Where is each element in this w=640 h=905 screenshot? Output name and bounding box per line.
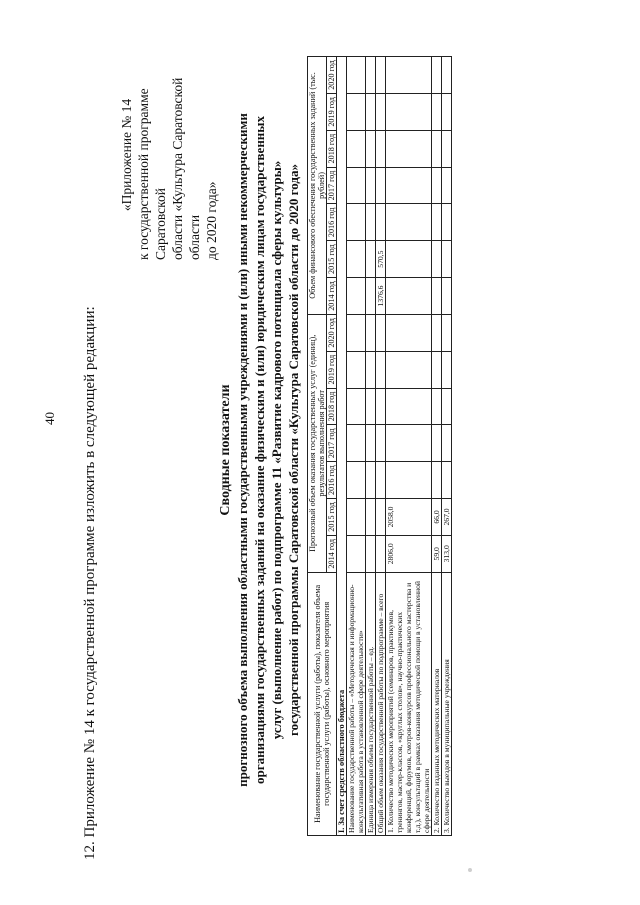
column-header-name: Наименование государственной услуги (работы), показателя объема государственной услуги (работы), основного мероприятия: [308, 572, 337, 835]
finance-cell: 570,5: [376, 241, 386, 278]
title-line: государственной программы Саратовской области «Культура Саратовской области до 2020 года»: [286, 164, 301, 736]
finance-cell: [442, 130, 452, 167]
volume-cell: [366, 535, 376, 572]
volume-cell: [366, 425, 376, 462]
finance-cell: [386, 241, 432, 278]
year-header: 2019 год: [327, 351, 337, 388]
title-line: услуг (выполнение работ) по подпрограмме 11 «Развитие кадрового потенциала сферы культуры»: [269, 160, 284, 740]
intro-text: 12. Приложение № 14 к государственной программе изложить в следующей редакции:: [82, 306, 98, 860]
finance-cell: [442, 57, 452, 94]
table-row: [376, 57, 386, 836]
volume-cell: [386, 425, 432, 462]
document-title: [217, 60, 302, 840]
volume-cell: [432, 351, 442, 388]
table-row: [347, 57, 366, 836]
volume-cell: [442, 351, 452, 388]
finance-cell: [347, 130, 366, 167]
rotated-page-content: [82, 40, 640, 860]
finance-cell: [442, 241, 452, 278]
volume-cell: [432, 388, 442, 425]
year-header: 2017 год: [327, 425, 337, 462]
volume-cell: [432, 314, 442, 351]
volume-cell: [347, 425, 366, 462]
volume-cell: [366, 499, 376, 536]
year-header: 2019 год: [327, 93, 337, 130]
finance-cell: [366, 93, 376, 130]
volume-cell: 2806,0: [386, 535, 432, 572]
page-number: 40: [42, 412, 57, 425]
row-name: Общий объем оказания государственной работы по подпрограмме – всего: [376, 572, 386, 835]
indicators-table: [307, 56, 452, 836]
year-header: 2020 год: [327, 314, 337, 351]
year-header: 2018 год: [327, 388, 337, 425]
volume-cell: [347, 314, 366, 351]
finance-cell: [347, 167, 366, 204]
finance-cell: [432, 130, 442, 167]
finance-cell: [347, 93, 366, 130]
finance-cell: [386, 57, 432, 94]
volume-cell: [442, 462, 452, 499]
finance-cell: [347, 204, 366, 241]
volume-cell: [366, 351, 376, 388]
year-header: 2015 год: [327, 241, 337, 278]
year-header: 2020 год: [327, 57, 337, 94]
finance-cell: [366, 278, 376, 315]
finance-cell: [347, 278, 366, 315]
finance-cell: [347, 57, 366, 94]
row-name: 2. Количество изданных методических материалов: [432, 572, 442, 835]
volume-cell: 313,0: [442, 535, 452, 572]
volume-cell: [376, 314, 386, 351]
volume-cell: 2058,0: [386, 499, 432, 536]
table-row: [432, 57, 442, 836]
finance-cell: [376, 204, 386, 241]
finance-cell: [376, 57, 386, 94]
title-line: прогнозного объема выполнения областными государственными учреждениями и (или) иными некоммерческими: [235, 113, 250, 787]
row-name: 1. Количество методических мероприятий (семинаров, практикумов, тренингов, мастер-классов, «круглых столов», научно-практических конференций, форумов, смотров-конкурсов профессионального мастерства и т.д.), консультаций в рамках оказания методической помощи в установленной сфере деятельности: [386, 572, 432, 835]
volume-cell: [442, 425, 452, 462]
volume-cell: [376, 351, 386, 388]
year-header: 2016 год: [327, 462, 337, 499]
volume-cell: [376, 535, 386, 572]
finance-cell: [432, 278, 442, 315]
finance-cell: [442, 167, 452, 204]
column-group-volume: Прогнозный объем оказания государственных услуг (единиц), результатов выполнения работ: [308, 314, 327, 572]
volume-cell: [386, 388, 432, 425]
finance-cell: [386, 204, 432, 241]
finance-cell: [432, 93, 442, 130]
column-group-finance: Объем финансового обеспечения государственных заданий (тыс. рублей): [308, 57, 327, 315]
table-row: [386, 57, 432, 836]
finance-cell: [442, 93, 452, 130]
appendix-line: до 2020 года»: [204, 181, 219, 260]
section-label: I. За счет средств областного бюджета: [337, 57, 347, 836]
finance-cell: 1376,6: [376, 278, 386, 315]
table-row: [366, 57, 376, 836]
volume-cell: [386, 462, 432, 499]
year-header: 2018 год: [327, 130, 337, 167]
appendix-line: области «Культура Саратовской области: [170, 77, 202, 260]
row-name: Единица измерения объема государственной работы – ед.: [366, 572, 376, 835]
finance-cell: [376, 130, 386, 167]
finance-cell: [432, 57, 442, 94]
year-header: 2014 год: [327, 535, 337, 572]
volume-cell: [347, 462, 366, 499]
volume-cell: [442, 314, 452, 351]
finance-cell: [366, 241, 376, 278]
finance-cell: [432, 167, 442, 204]
finance-cell: [386, 278, 432, 315]
finance-cell: [366, 130, 376, 167]
finance-cell: [386, 93, 432, 130]
title-main: Сводные показатели: [218, 384, 233, 516]
year-header: 2017 год: [327, 167, 337, 204]
finance-cell: [442, 278, 452, 315]
volume-cell: 267,0: [442, 499, 452, 536]
volume-cell: [347, 351, 366, 388]
year-header: 2016 год: [327, 204, 337, 241]
volume-cell: [366, 462, 376, 499]
finance-cell: [366, 167, 376, 204]
finance-cell: [366, 204, 376, 241]
volume-cell: 59,0: [432, 535, 442, 572]
appendix-reference: [118, 50, 220, 260]
appendix-heading: «Приложение № 14: [119, 98, 134, 212]
volume-cell: [432, 425, 442, 462]
volume-cell: [386, 351, 432, 388]
volume-cell: [366, 314, 376, 351]
finance-cell: [442, 204, 452, 241]
finance-cell: [432, 241, 442, 278]
volume-cell: [366, 388, 376, 425]
row-name: 3. Количество выездов в муниципальные учреждения: [442, 572, 452, 835]
volume-cell: [376, 425, 386, 462]
table-header-row: [308, 57, 327, 836]
volume-cell: [347, 499, 366, 536]
volume-cell: [347, 388, 366, 425]
finance-cell: [386, 130, 432, 167]
row-name: Наименование государственной работы – «Методическая и информационно-консультативная работа в установленной сфере деятельности»: [347, 572, 366, 835]
appendix-line: к государственной программе Саратовской: [136, 88, 168, 260]
volume-cell: [376, 499, 386, 536]
finance-cell: [376, 93, 386, 130]
volume-cell: [442, 388, 452, 425]
scan-speck: [468, 868, 472, 872]
finance-cell: [432, 204, 442, 241]
finance-cell: [376, 167, 386, 204]
volume-cell: 66,0: [432, 499, 442, 536]
year-header: 2014 год: [327, 278, 337, 315]
year-header: 2015 год: [327, 499, 337, 536]
title-line: организациями государственных заданий на оказание физическим и (или) юридическим лицам государственных: [252, 116, 267, 784]
finance-cell: [386, 167, 432, 204]
finance-cell: [347, 241, 366, 278]
volume-cell: [376, 388, 386, 425]
finance-cell: [366, 57, 376, 94]
section-row: [337, 57, 347, 836]
volume-cell: [376, 462, 386, 499]
volume-cell: [347, 535, 366, 572]
table-row: [442, 57, 452, 836]
volume-cell: [432, 462, 442, 499]
table-body: [337, 57, 452, 836]
volume-cell: [386, 314, 432, 351]
